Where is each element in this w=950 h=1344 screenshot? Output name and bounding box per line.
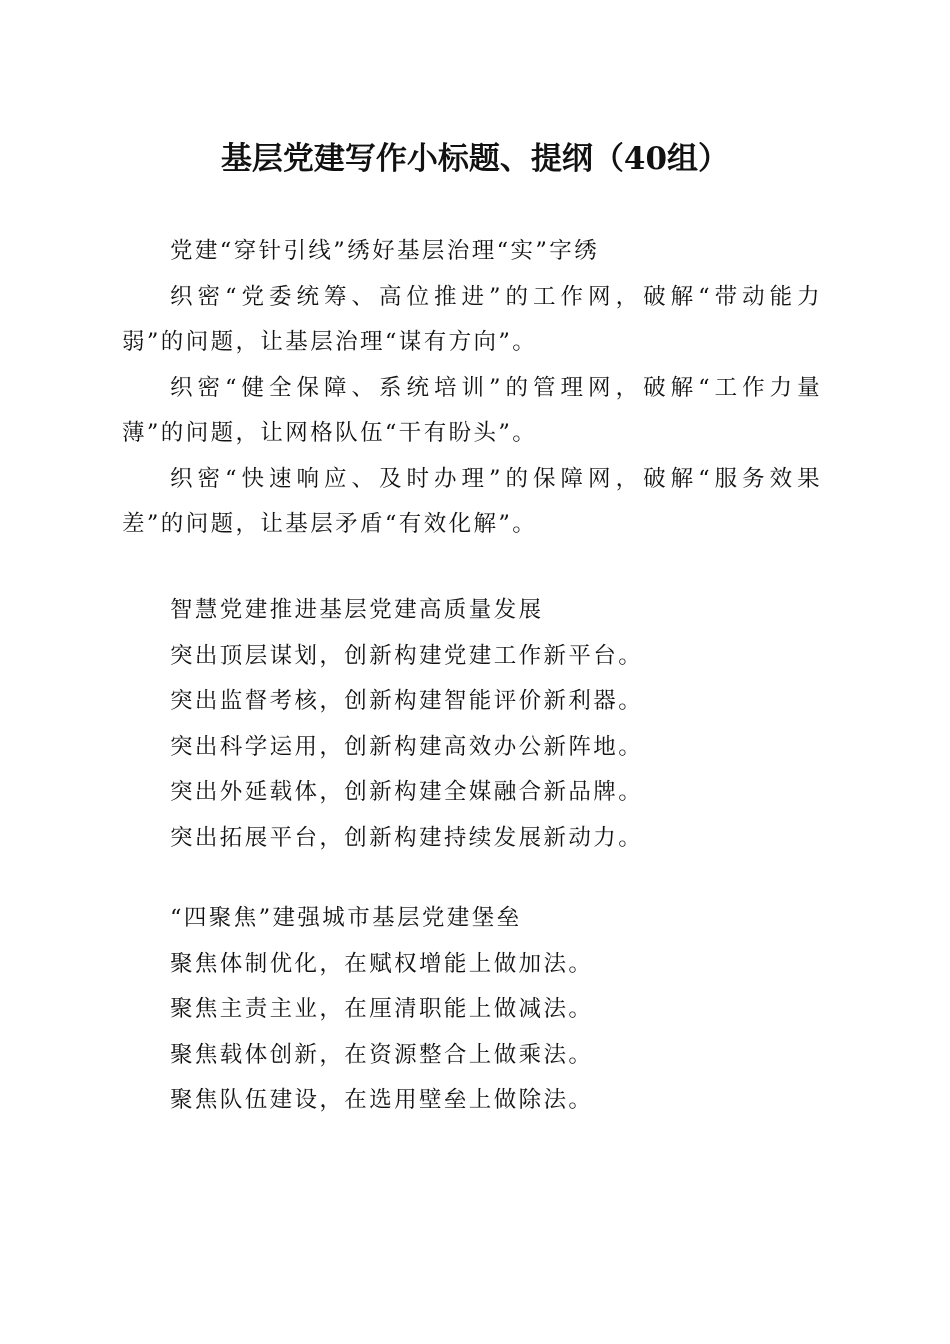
section-item: 突出监督考核，创新构建智能评价新利器。 (170, 688, 644, 714)
section-item: 突出外延载体，创新构建全媒融合新品牌。 (170, 779, 644, 805)
section-heading: “四聚焦”建强城市基层党建堡垒 (170, 905, 522, 931)
section-item: 织密“快速响应、及时办理”的保障网，破解“服务效果差”的问题，让基层矛盾“有效化解”。 (122, 465, 822, 537)
section-heading: 党建“穿针引线”绣好基层治理“实”字绣 (170, 238, 600, 264)
section-item: 聚焦主责主业，在厘清职能上做减法。 (170, 996, 594, 1022)
document-title: 基层党建写作小标题、提纲（40组） (220, 141, 730, 177)
section-2 (122, 588, 822, 861)
section-3 (122, 896, 822, 1124)
section-item: 聚焦队伍建设，在选用壁垒上做除法。 (170, 1087, 594, 1113)
section-item: 织密“健全保障、系统培训”的管理网，破解“工作力量薄”的问题，让网格队伍“干有盼头”。 (122, 374, 822, 446)
section-1 (122, 229, 822, 548)
section-item: 聚焦体制优化，在赋权增能上做加法。 (170, 950, 594, 977)
section-item: 织密“党委统筹、高位推进”的工作网，破解“带动能力弱”的问题，让基层治理“谋有方向”。 (122, 283, 822, 355)
section-item: 突出拓展平台，创新构建持续发展新动力。 (170, 824, 644, 851)
section-item: 突出顶层谋划，创新构建党建工作新平台。 (170, 642, 644, 669)
section-item: 聚焦载体创新，在资源整合上做乘法。 (170, 1041, 594, 1068)
section-item: 突出科学运用，创新构建高效办公新阵地。 (170, 733, 644, 760)
section-heading: 智慧党建推进基层党建高质量发展 (170, 597, 544, 623)
